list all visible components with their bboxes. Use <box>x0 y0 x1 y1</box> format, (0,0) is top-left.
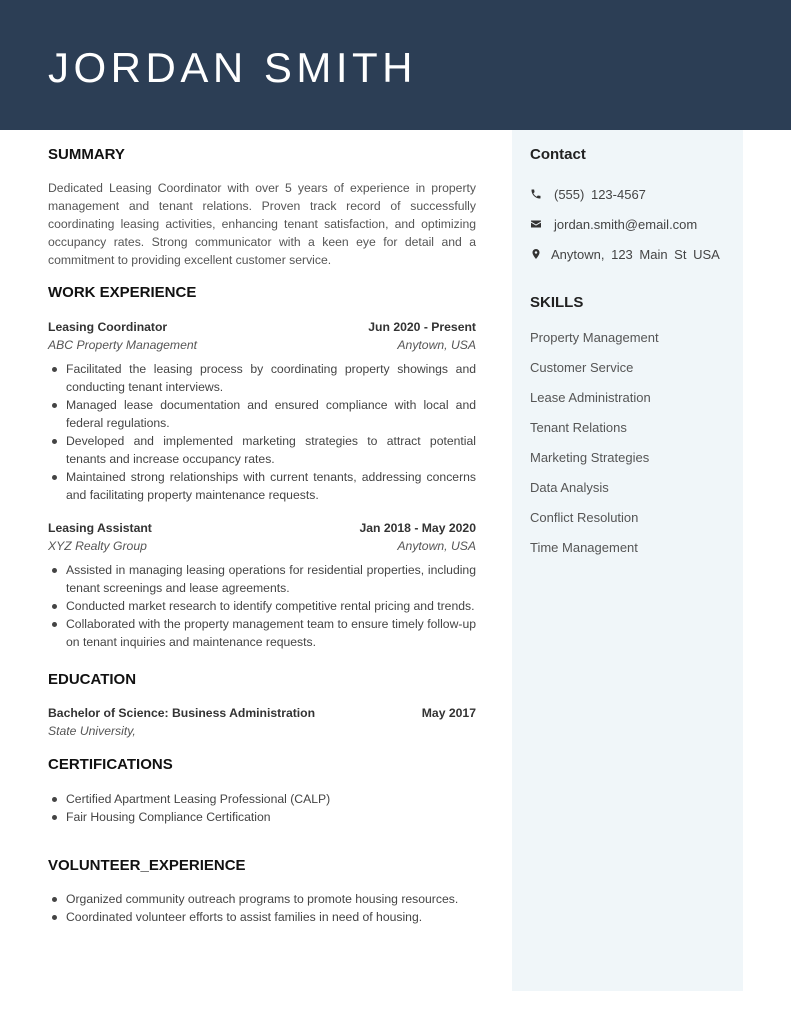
contact-address <box>530 244 720 264</box>
summary-title: SUMMARY <box>48 146 125 163</box>
skills-list <box>530 328 659 568</box>
skill-item: Conflict Resolution <box>530 510 639 525</box>
education-title: EDUCATION <box>48 671 137 688</box>
contact-phone <box>530 184 646 204</box>
list-item: Fair Housing Compliance Certification <box>48 808 476 826</box>
job-role: Leasing Coordinator <box>48 320 168 334</box>
skill-item: Property Management <box>530 330 659 345</box>
job-header <box>48 519 476 537</box>
resume-header <box>0 0 791 130</box>
envelope-icon <box>530 218 542 230</box>
summary-text: Dedicated Leasing Coordinator with over 5 years of experience in property management and tenant relations. Proven track record of successfully coordinating leasing activities, enhancing tenant satisfaction, and optimizing occupancy rates. Strong communicator with a keen eye for detail and a commitment to providing excellent customer service. <box>48 181 476 267</box>
job-bullets <box>48 360 476 504</box>
skills-title: SKILLS <box>530 294 584 311</box>
list-item: Maintained strong relationships with current tenants, addressing concerns and facilitating property maintenance requests. <box>48 468 476 504</box>
phone-text: (555) 123-4567 <box>554 186 646 202</box>
list-item: Conducted market research to identify competitive rental pricing and trends. <box>48 597 476 615</box>
volunteer-title: VOLUNTEER_EXPERIENCE <box>48 857 246 874</box>
job-company: ABC Property Management <box>48 338 198 352</box>
list-item: Developed and implemented marketing strategies to attract potential tenants and increase occupancy rates. <box>48 432 476 468</box>
school: State University, <box>48 724 136 738</box>
skill-item: Marketing Strategies <box>530 450 650 465</box>
education-date: May 2017 <box>421 706 476 720</box>
certifications-list <box>48 790 476 826</box>
job-header <box>48 318 476 336</box>
job-bullets <box>48 561 476 651</box>
list-item: Certified Apartment Leasing Professional (CALP) <box>48 790 476 808</box>
skill-item: Data Analysis <box>530 480 609 495</box>
skill-item: Tenant Relations <box>530 420 627 435</box>
candidate-name: JORDAN SMITH <box>48 44 417 91</box>
contact-title: Contact <box>530 146 586 163</box>
job-role: Leasing Assistant <box>48 521 152 535</box>
list-item: Organized community outreach programs to promote housing resources. <box>48 890 476 908</box>
skill-item: Lease Administration <box>530 390 651 405</box>
phone-icon <box>530 188 542 200</box>
job-company: XYZ Realty Group <box>48 539 147 553</box>
degree: Bachelor of Science: Business Administration <box>48 706 316 720</box>
job-dates: Jan 2018 - May 2020 <box>359 521 476 535</box>
education-header <box>48 704 476 722</box>
address-text: Anytown, 123 Main St USA <box>551 246 720 262</box>
work-experience-title: WORK EXPERIENCE <box>48 284 197 301</box>
contact-email <box>530 214 697 234</box>
list-item: Facilitated the leasing process by coordinating property showings and conducting tenant interviews. <box>48 360 476 396</box>
list-item: Assisted in managing leasing operations for residential properties, including tenant screenings and lease agreements. <box>48 561 476 597</box>
job-dates: Jun 2020 - Present <box>368 320 476 334</box>
list-item: Collaborated with the property management team to ensure timely follow-up on tenant inquiries and maintenance requests. <box>48 615 476 651</box>
list-item: Managed lease documentation and ensured compliance with local and federal regulations. <box>48 396 476 432</box>
list-item: Coordinated volunteer efforts to assist families in need of housing. <box>48 908 476 926</box>
job-subheader <box>48 336 476 354</box>
map-pin-icon <box>530 248 542 260</box>
job-location: Anytown, USA <box>397 539 476 553</box>
email-text[interactable]: jordan.smith@email.com <box>554 216 698 232</box>
education-subheader <box>48 722 476 740</box>
certifications-title: CERTIFICATIONS <box>48 756 173 773</box>
job-subheader <box>48 537 476 555</box>
volunteer-list <box>48 890 476 926</box>
skill-item: Customer Service <box>530 360 634 375</box>
skill-item: Time Management <box>530 540 638 555</box>
job-location: Anytown, USA <box>397 338 476 352</box>
